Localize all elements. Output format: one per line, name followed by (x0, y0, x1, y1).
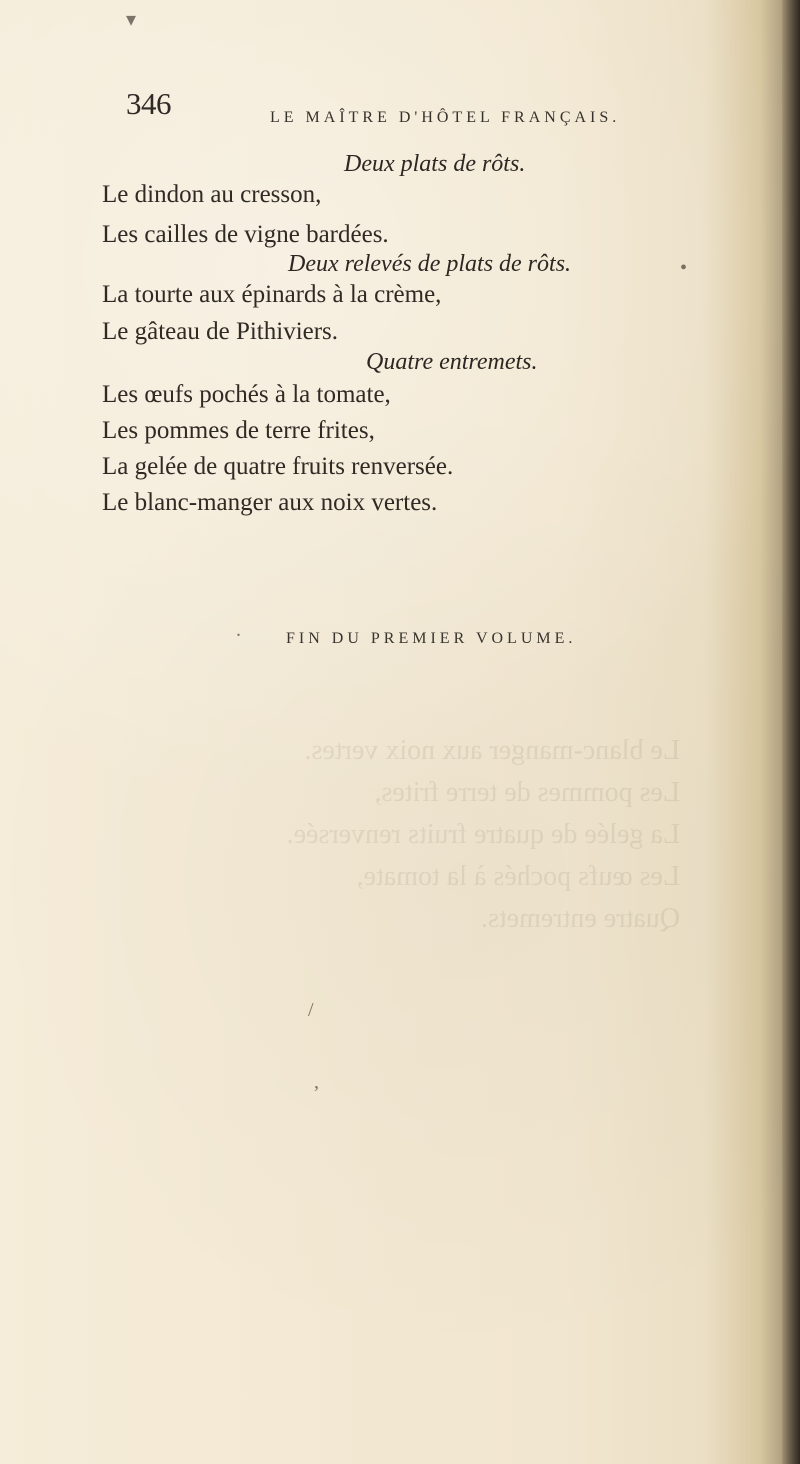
corner-mark-icon: ▾ (126, 9, 137, 31)
section-title-roasts: Deux plats de rôts. (344, 151, 526, 177)
menu-item-cailles: Les cailles de vigne bardées. (102, 221, 389, 248)
dot-mark-icon: • (680, 257, 688, 279)
menu-item-blanc-manger: Le blanc-manger aux noix vertes. (102, 489, 438, 516)
section-title-entremets: Quatre entremets. (366, 349, 538, 375)
running-head: LE MAÎTRE D'HÔTEL FRANÇAIS. (270, 109, 621, 126)
volume-end-caption: FIN DU PREMIER VOLUME. (286, 630, 577, 647)
page-edge-shadow (782, 0, 800, 1464)
slash-mark-icon: / (308, 999, 314, 1021)
show-through-text: Le blanc-manger aux noix vertes. Les pommes de terre frites, La gelée de quatre fruits renversée. Les œufs pochés à la tomate, Quatre entremets. (286, 735, 680, 934)
menu-item-dindon: Le dindon au cresson, (102, 181, 322, 208)
menu-item-oeufs: Les œufs pochés à la tomate, (102, 381, 391, 408)
slash-mark-icon: , (314, 1071, 319, 1093)
menu-item-pommes: Les pommes de terre frites, (102, 417, 375, 444)
menu-item-gateau: Le gâteau de Pithiviers. (102, 318, 339, 345)
page-number: 346 (126, 86, 171, 121)
section-title-releves: Deux relevés de plats de rôts. (288, 251, 572, 277)
dot-mark-icon: . (236, 619, 241, 641)
menu-item-tourte: La tourte aux épinards à la crème, (102, 281, 442, 308)
menu-item-gelee: La gelée de quatre fruits renversée. (102, 453, 454, 480)
